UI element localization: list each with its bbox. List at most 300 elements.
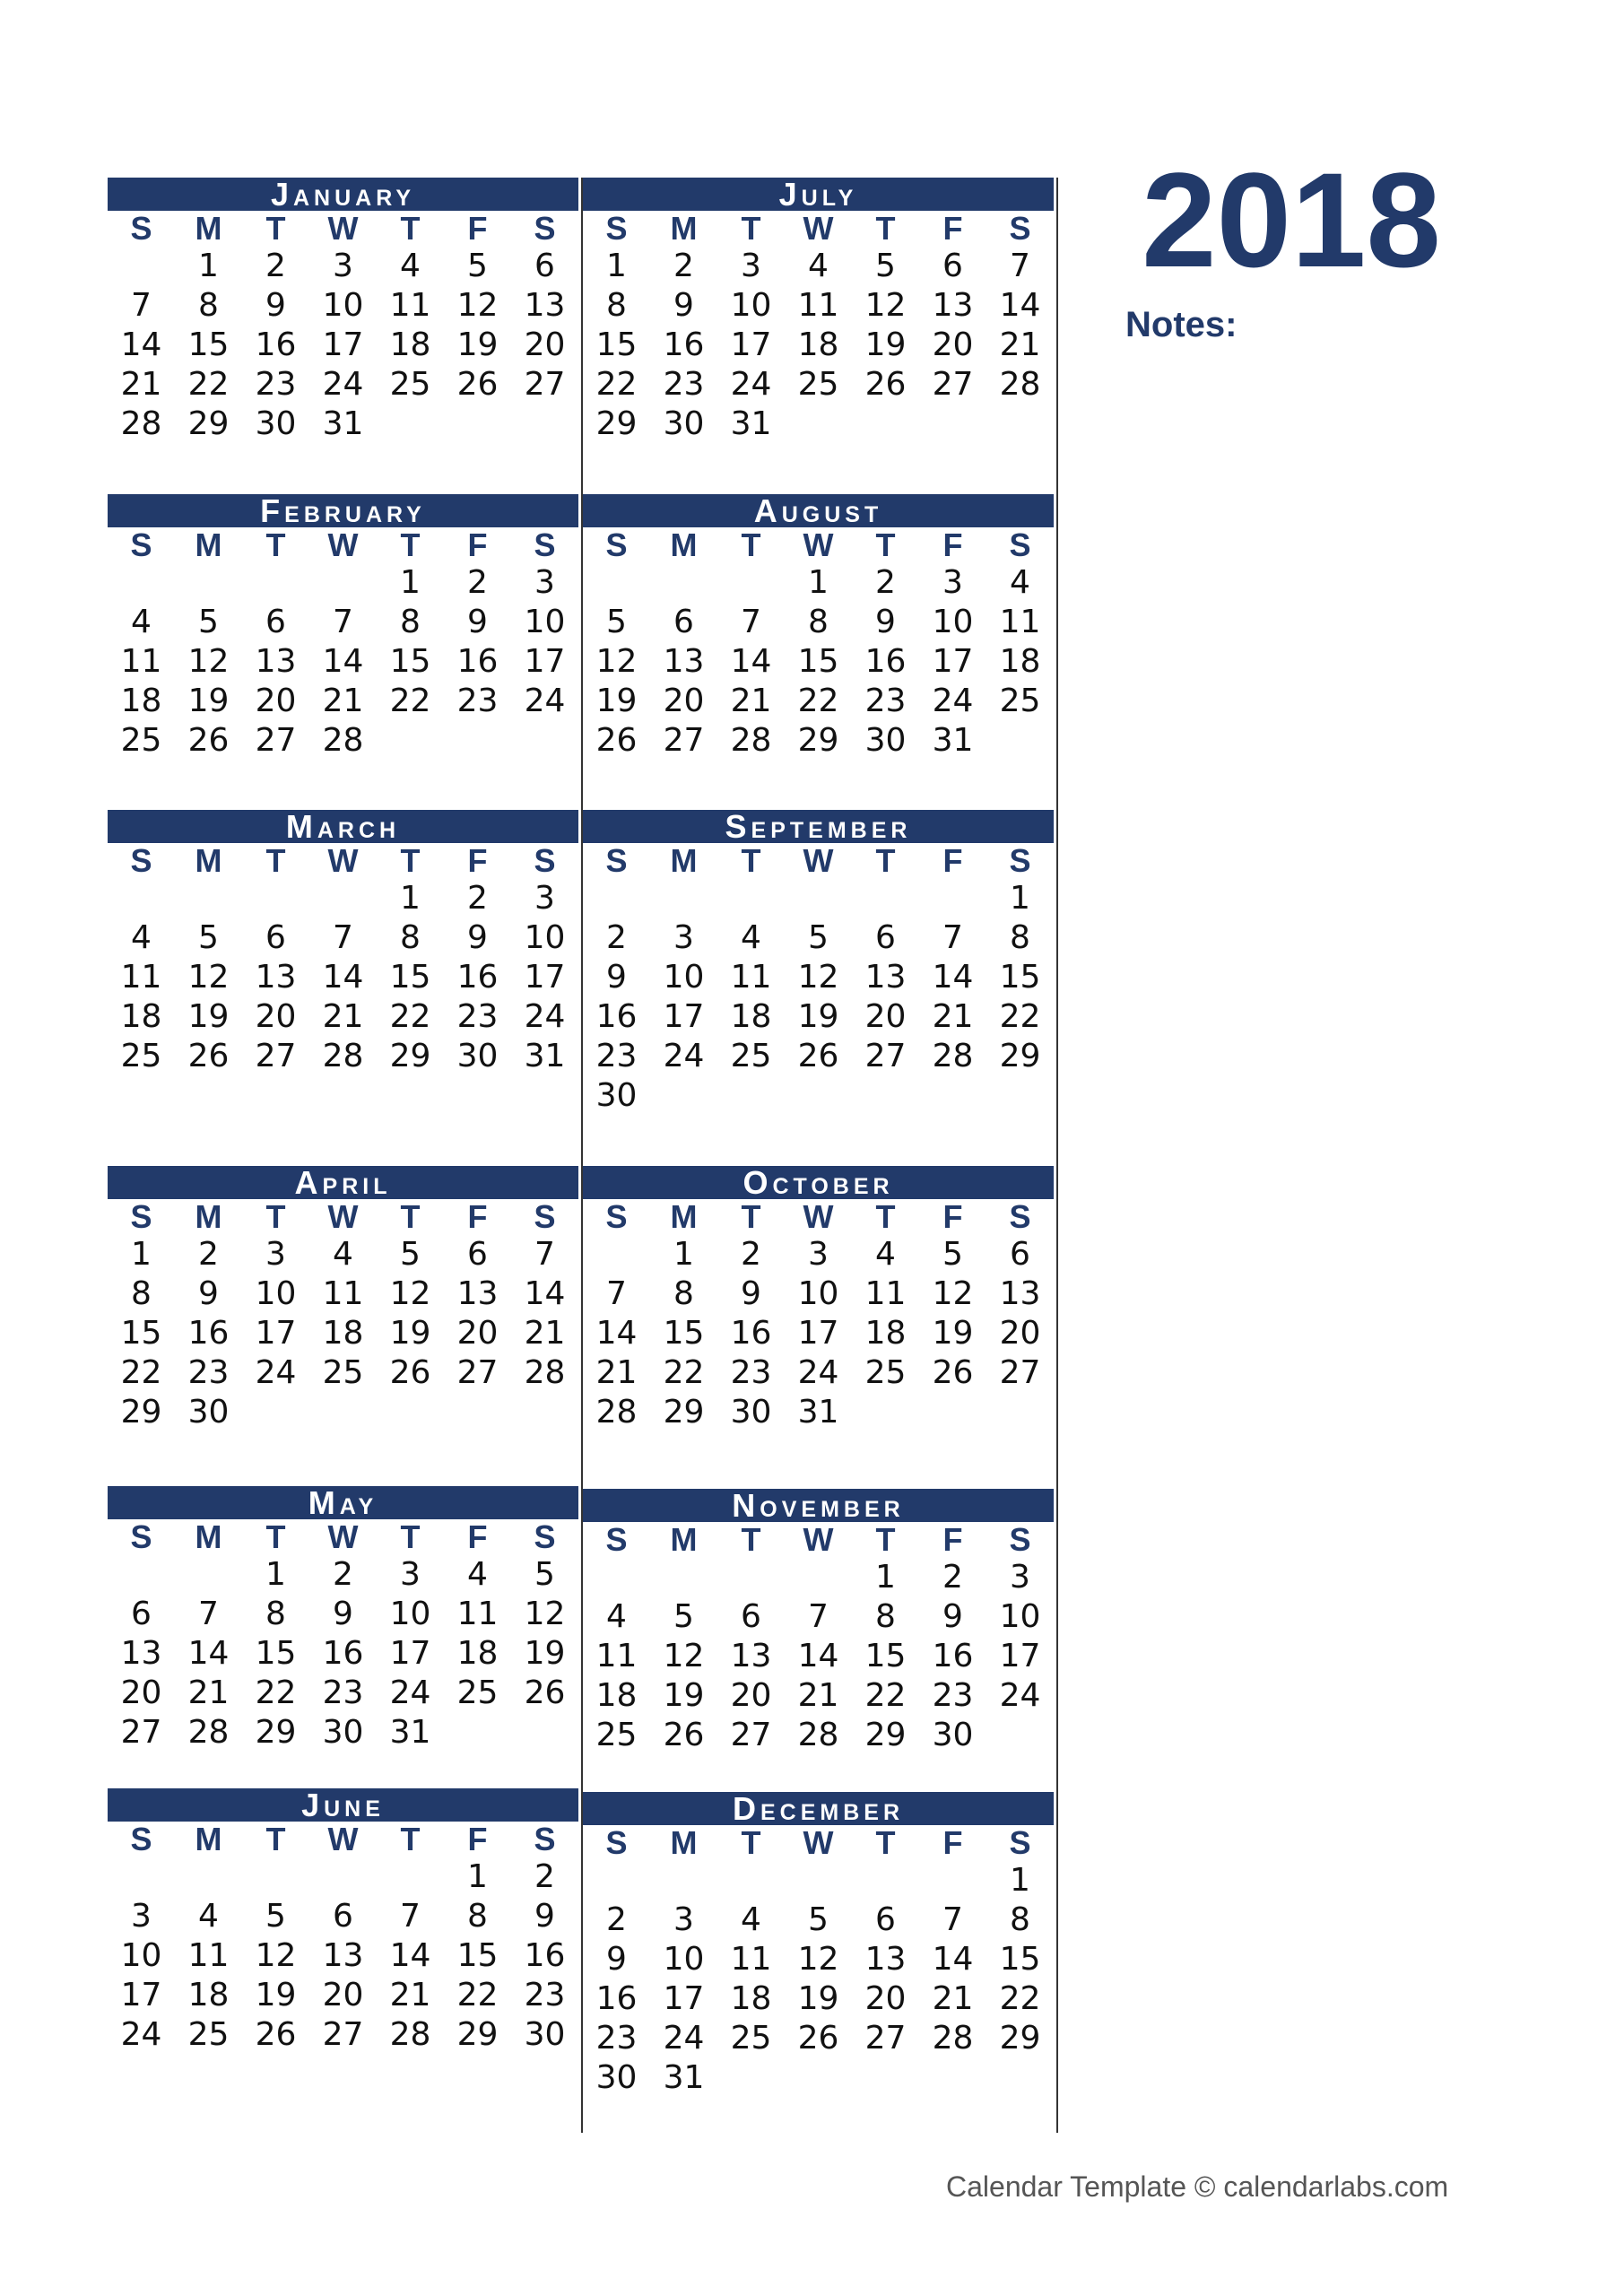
weekday-label: T <box>741 526 761 563</box>
day-cell: 30 <box>663 405 705 442</box>
day-cell: 6 <box>741 1598 761 1635</box>
day-cell: 4 <box>467 1556 488 1593</box>
day-cell: 28 <box>730 722 772 759</box>
day-cell: 5 <box>198 604 219 640</box>
day-cell: 15 <box>255 1635 297 1672</box>
day-cell: 17 <box>932 643 974 680</box>
day-cell: 8 <box>131 1275 152 1312</box>
day-cell: 18 <box>730 1980 772 2017</box>
day-cell: 20 <box>456 1315 499 1352</box>
notes-label: Notes: <box>1125 305 1238 344</box>
day-cell: 24 <box>524 683 566 719</box>
blank-day <box>852 879 919 918</box>
day-cell: 22 <box>187 366 230 403</box>
weekday-header-row <box>583 1522 1054 1558</box>
weekday-label: T <box>265 1518 286 1555</box>
day-cell: 29 <box>456 2016 499 2053</box>
day-cell: 14 <box>595 1315 638 1352</box>
day-cell: 25 <box>187 2016 230 2053</box>
day-cell: 20 <box>255 998 297 1035</box>
day-cell: 10 <box>663 1941 705 1978</box>
day-cell: 5 <box>534 1556 555 1593</box>
day-cell: 18 <box>389 326 431 363</box>
day-cell: 25 <box>389 366 431 403</box>
day-cell: 2 <box>606 1901 627 1938</box>
day-cell: 16 <box>864 643 907 680</box>
day-cell: 5 <box>265 1898 286 1935</box>
day-cell: 27 <box>864 2020 907 2057</box>
blank-day <box>108 563 175 603</box>
day-grid <box>108 879 578 1076</box>
day-cell: 26 <box>389 1354 431 1391</box>
weekday-header-row <box>583 1825 1054 1861</box>
day-cell: 14 <box>120 326 162 363</box>
day-cell: 29 <box>595 405 638 442</box>
day-cell: 4 <box>808 248 829 284</box>
day-cell: 7 <box>131 287 152 324</box>
day-cell: 22 <box>389 683 431 719</box>
day-cell: 9 <box>467 604 488 640</box>
day-cell: 2 <box>875 564 896 601</box>
day-cell: 22 <box>999 1980 1041 2017</box>
day-cell: 22 <box>456 1977 499 2013</box>
day-cell: 24 <box>730 366 772 403</box>
day-cell: 6 <box>875 1901 896 1938</box>
weekday-label: S <box>130 842 152 879</box>
blank-day <box>650 879 717 918</box>
day-cell: 28 <box>524 1354 566 1391</box>
month-october <box>583 1166 1054 1432</box>
day-cell: 20 <box>120 1674 162 1711</box>
day-cell: 25 <box>120 1038 162 1074</box>
weekday-label: T <box>875 210 896 247</box>
weekday-label: W <box>327 526 359 563</box>
day-cell: 26 <box>663 1717 705 1753</box>
day-cell: 28 <box>389 2016 431 2053</box>
day-cell: 14 <box>797 1638 839 1674</box>
day-cell: 18 <box>456 1635 499 1672</box>
month-april <box>108 1166 578 1432</box>
day-cell: 7 <box>942 919 963 956</box>
day-cell: 4 <box>741 919 761 956</box>
day-cell: 15 <box>187 326 230 363</box>
blank-day <box>309 563 377 603</box>
weekday-label: M <box>670 1824 698 1861</box>
day-cell: 14 <box>932 1941 974 1978</box>
day-cell: 8 <box>400 604 421 640</box>
day-cell: 1 <box>265 1556 286 1593</box>
day-cell: 16 <box>663 326 705 363</box>
day-cell: 10 <box>663 959 705 996</box>
day-cell: 20 <box>864 1980 907 2017</box>
day-cell: 30 <box>932 1717 974 1753</box>
day-cell: 13 <box>524 287 566 324</box>
day-cell: 23 <box>456 998 499 1035</box>
month-title: July <box>583 178 1054 211</box>
day-cell: 14 <box>932 959 974 996</box>
day-cell: 15 <box>389 959 431 996</box>
day-cell: 3 <box>673 1901 694 1938</box>
day-grid <box>108 563 578 761</box>
day-cell: 10 <box>389 1596 431 1632</box>
weekday-header-row <box>583 527 1054 563</box>
blank-day <box>717 563 785 603</box>
weekday-label: T <box>741 1521 761 1558</box>
day-cell: 28 <box>932 2020 974 2057</box>
day-cell: 13 <box>999 1275 1041 1312</box>
footer-credit: Calendar Template © calendarlabs.com <box>946 2170 1449 2203</box>
day-cell: 14 <box>322 959 364 996</box>
day-cell: 25 <box>730 2020 772 2057</box>
weekday-label: T <box>265 526 286 563</box>
day-cell: 1 <box>673 1236 694 1273</box>
weekday-header-row <box>583 843 1054 879</box>
day-cell: 27 <box>524 366 566 403</box>
day-cell: 17 <box>255 1315 297 1352</box>
day-cell: 9 <box>467 919 488 956</box>
day-cell: 13 <box>864 1941 907 1978</box>
day-cell: 11 <box>187 1937 230 1974</box>
weekday-label: T <box>400 1198 421 1235</box>
weekday-label: S <box>605 842 628 879</box>
day-cell: 31 <box>797 1394 839 1431</box>
day-cell: 12 <box>456 287 499 324</box>
day-cell: 26 <box>595 722 638 759</box>
day-cell: 10 <box>255 1275 297 1312</box>
weekday-label: W <box>327 210 359 247</box>
month-july <box>583 178 1054 444</box>
day-cell: 21 <box>797 1677 839 1714</box>
day-cell: 15 <box>797 643 839 680</box>
day-cell: 21 <box>322 683 364 719</box>
day-cell: 9 <box>265 287 286 324</box>
day-cell: 22 <box>120 1354 162 1391</box>
day-cell: 5 <box>198 919 219 956</box>
weekday-label: M <box>195 1518 222 1555</box>
day-cell: 29 <box>864 1717 907 1753</box>
day-cell: 23 <box>595 1038 638 1074</box>
weekday-label: T <box>741 1824 761 1861</box>
weekday-label: S <box>1009 210 1031 247</box>
weekday-label: W <box>803 210 834 247</box>
weekday-label: M <box>195 1821 222 1857</box>
day-cell: 18 <box>797 326 839 363</box>
day-cell: 4 <box>131 604 152 640</box>
weekday-label: S <box>605 1521 628 1558</box>
day-cell: 17 <box>524 959 566 996</box>
day-cell: 1 <box>875 1559 896 1596</box>
weekday-label: S <box>1009 1824 1031 1861</box>
day-cell: 25 <box>120 722 162 759</box>
day-cell: 12 <box>595 643 638 680</box>
weekday-label: W <box>803 842 834 879</box>
day-cell: 26 <box>932 1354 974 1391</box>
day-cell: 13 <box>730 1638 772 1674</box>
weekday-label: T <box>875 1198 896 1235</box>
day-grid <box>108 1555 578 1752</box>
blank-day <box>785 1861 852 1900</box>
day-cell: 1 <box>198 248 219 284</box>
day-cell: 21 <box>730 683 772 719</box>
day-cell: 9 <box>198 1275 219 1312</box>
weekday-label: T <box>265 1198 286 1235</box>
day-cell: 23 <box>524 1977 566 2013</box>
day-cell: 26 <box>864 366 907 403</box>
weekday-label: M <box>670 526 698 563</box>
day-cell: 27 <box>663 722 705 759</box>
day-cell: 24 <box>389 1674 431 1711</box>
day-cell: 13 <box>932 287 974 324</box>
day-cell: 31 <box>663 2059 705 2096</box>
blank-day <box>650 563 717 603</box>
weekday-label: S <box>605 526 628 563</box>
column-divider <box>581 178 583 2133</box>
day-grid <box>583 563 1054 761</box>
month-june <box>108 1788 578 2055</box>
day-cell: 13 <box>663 643 705 680</box>
day-cell: 16 <box>456 643 499 680</box>
weekday-header-row <box>108 1822 578 1857</box>
day-cell: 28 <box>797 1717 839 1753</box>
day-cell: 6 <box>333 1898 353 1935</box>
day-cell: 16 <box>730 1315 772 1352</box>
day-grid <box>108 1857 578 2055</box>
day-cell: 28 <box>187 1714 230 1751</box>
day-cell: 12 <box>187 959 230 996</box>
day-cell: 12 <box>864 287 907 324</box>
day-cell: 27 <box>322 2016 364 2053</box>
day-cell: 11 <box>797 287 839 324</box>
day-grid <box>108 1235 578 1432</box>
day-cell: 21 <box>120 366 162 403</box>
day-cell: 18 <box>120 998 162 1035</box>
blank-day <box>242 1857 309 1897</box>
month-title: September <box>583 810 1054 843</box>
day-cell: 8 <box>875 1598 896 1635</box>
weekday-label: S <box>130 526 152 563</box>
day-grid <box>583 1861 1054 2098</box>
day-cell: 29 <box>797 722 839 759</box>
weekday-label: S <box>1009 1521 1031 1558</box>
blank-day <box>785 879 852 918</box>
day-cell: 15 <box>120 1315 162 1352</box>
day-cell: 3 <box>265 1236 286 1273</box>
day-cell: 6 <box>534 248 555 284</box>
day-cell: 24 <box>663 2020 705 2057</box>
day-cell: 29 <box>187 405 230 442</box>
day-cell: 27 <box>999 1354 1041 1391</box>
blank-day <box>108 247 175 286</box>
weekday-label: T <box>875 1521 896 1558</box>
blank-day <box>175 1857 242 1897</box>
day-cell: 2 <box>467 564 488 601</box>
day-cell: 26 <box>456 366 499 403</box>
day-cell: 25 <box>730 1038 772 1074</box>
blank-day <box>919 1861 986 1900</box>
day-cell: 26 <box>187 722 230 759</box>
day-cell: 7 <box>333 919 353 956</box>
weekday-label: T <box>400 210 421 247</box>
day-cell: 12 <box>797 959 839 996</box>
day-cell: 23 <box>187 1354 230 1391</box>
day-cell: 11 <box>730 1941 772 1978</box>
blank-day <box>583 1558 650 1597</box>
day-cell: 1 <box>400 880 421 917</box>
day-cell: 21 <box>524 1315 566 1352</box>
day-cell: 10 <box>120 1937 162 1974</box>
day-cell: 5 <box>673 1598 694 1635</box>
day-cell: 22 <box>864 1677 907 1714</box>
day-cell: 13 <box>255 959 297 996</box>
weekday-label: W <box>803 1521 834 1558</box>
day-cell: 14 <box>999 287 1041 324</box>
month-title: January <box>108 178 578 211</box>
day-cell: 27 <box>932 366 974 403</box>
day-cell: 24 <box>797 1354 839 1391</box>
day-cell: 29 <box>120 1394 162 1431</box>
day-cell: 11 <box>120 959 162 996</box>
day-cell: 3 <box>534 564 555 601</box>
weekday-label: T <box>741 842 761 879</box>
day-cell: 22 <box>663 1354 705 1391</box>
day-cell: 4 <box>1010 564 1030 601</box>
day-cell: 11 <box>999 604 1041 640</box>
day-cell: 12 <box>255 1937 297 1974</box>
day-cell: 31 <box>389 1714 431 1751</box>
weekday-header-row <box>108 843 578 879</box>
day-cell: 17 <box>120 1977 162 2013</box>
day-cell: 7 <box>1010 248 1030 284</box>
day-cell: 29 <box>999 2020 1041 2057</box>
day-cell: 2 <box>198 1236 219 1273</box>
day-cell: 4 <box>131 919 152 956</box>
day-cell: 21 <box>932 1980 974 2017</box>
day-cell: 16 <box>322 1635 364 1672</box>
day-cell: 26 <box>797 1038 839 1074</box>
day-cell: 22 <box>797 683 839 719</box>
weekday-header-row <box>108 211 578 247</box>
day-cell: 19 <box>932 1315 974 1352</box>
weekday-label: S <box>534 1821 556 1857</box>
day-cell: 8 <box>1010 919 1030 956</box>
day-cell: 20 <box>255 683 297 719</box>
month-title: March <box>108 810 578 843</box>
day-cell: 30 <box>595 2059 638 2096</box>
day-cell: 27 <box>255 722 297 759</box>
weekday-label: T <box>875 526 896 563</box>
day-cell: 23 <box>595 2020 638 2057</box>
weekday-label: W <box>803 526 834 563</box>
day-cell: 24 <box>524 998 566 1035</box>
weekday-header-row <box>108 1199 578 1235</box>
day-cell: 20 <box>322 1977 364 2013</box>
blank-day <box>650 1861 717 1900</box>
day-cell: 5 <box>808 919 829 956</box>
day-cell: 26 <box>524 1674 566 1711</box>
weekday-label: S <box>534 842 556 879</box>
day-cell: 9 <box>534 1898 555 1935</box>
weekday-header-row <box>583 1199 1054 1235</box>
weekday-label: M <box>195 526 222 563</box>
year-title: 2018 <box>1142 144 1441 295</box>
day-cell: 18 <box>595 1677 638 1714</box>
day-cell: 30 <box>730 1394 772 1431</box>
day-cell: 24 <box>663 1038 705 1074</box>
weekday-label: W <box>327 842 359 879</box>
day-cell: 19 <box>187 998 230 1035</box>
month-title: October <box>583 1166 1054 1199</box>
day-cell: 17 <box>663 998 705 1035</box>
day-cell: 29 <box>663 1394 705 1431</box>
day-cell: 3 <box>400 1556 421 1593</box>
day-cell: 12 <box>389 1275 431 1312</box>
day-cell: 31 <box>932 722 974 759</box>
day-cell: 18 <box>187 1977 230 2013</box>
weekday-label: M <box>195 210 222 247</box>
day-cell: 9 <box>741 1275 761 1312</box>
blank-day <box>583 563 650 603</box>
day-cell: 6 <box>875 919 896 956</box>
day-cell: 17 <box>663 1980 705 2017</box>
weekday-label: T <box>265 210 286 247</box>
day-cell: 16 <box>456 959 499 996</box>
day-cell: 19 <box>595 683 638 719</box>
day-cell: 16 <box>595 1980 638 2017</box>
day-cell: 23 <box>456 683 499 719</box>
day-cell: 23 <box>663 366 705 403</box>
day-cell: 30 <box>255 405 297 442</box>
day-cell: 29 <box>999 1038 1041 1074</box>
day-cell: 16 <box>524 1937 566 1974</box>
right-edge-line <box>1056 178 1058 2133</box>
day-grid <box>583 247 1054 444</box>
blank-day <box>583 879 650 918</box>
blank-day <box>175 879 242 918</box>
blank-day <box>583 1235 650 1274</box>
day-cell: 23 <box>255 366 297 403</box>
day-cell: 11 <box>456 1596 499 1632</box>
day-cell: 14 <box>730 643 772 680</box>
weekday-label: T <box>265 1821 286 1857</box>
weekday-label: M <box>195 842 222 879</box>
day-cell: 18 <box>864 1315 907 1352</box>
weekday-label: M <box>670 1521 698 1558</box>
day-cell: 24 <box>932 683 974 719</box>
month-title: December <box>583 1792 1054 1825</box>
day-cell: 12 <box>524 1596 566 1632</box>
month-january <box>108 178 578 444</box>
day-cell: 4 <box>333 1236 353 1273</box>
day-cell: 10 <box>999 1598 1041 1635</box>
day-cell: 3 <box>131 1898 152 1935</box>
day-cell: 9 <box>942 1598 963 1635</box>
day-cell: 14 <box>322 643 364 680</box>
day-cell: 3 <box>741 248 761 284</box>
weekday-label: W <box>327 1821 359 1857</box>
day-cell: 26 <box>797 2020 839 2057</box>
day-cell: 2 <box>673 248 694 284</box>
day-cell: 5 <box>808 1901 829 1938</box>
day-cell: 19 <box>187 683 230 719</box>
day-cell: 25 <box>864 1354 907 1391</box>
weekday-label: F <box>942 1198 963 1235</box>
day-cell: 1 <box>467 1858 488 1895</box>
day-cell: 19 <box>663 1677 705 1714</box>
day-cell: 3 <box>808 1236 829 1273</box>
day-cell: 6 <box>467 1236 488 1273</box>
day-cell: 22 <box>389 998 431 1035</box>
day-cell: 23 <box>322 1674 364 1711</box>
